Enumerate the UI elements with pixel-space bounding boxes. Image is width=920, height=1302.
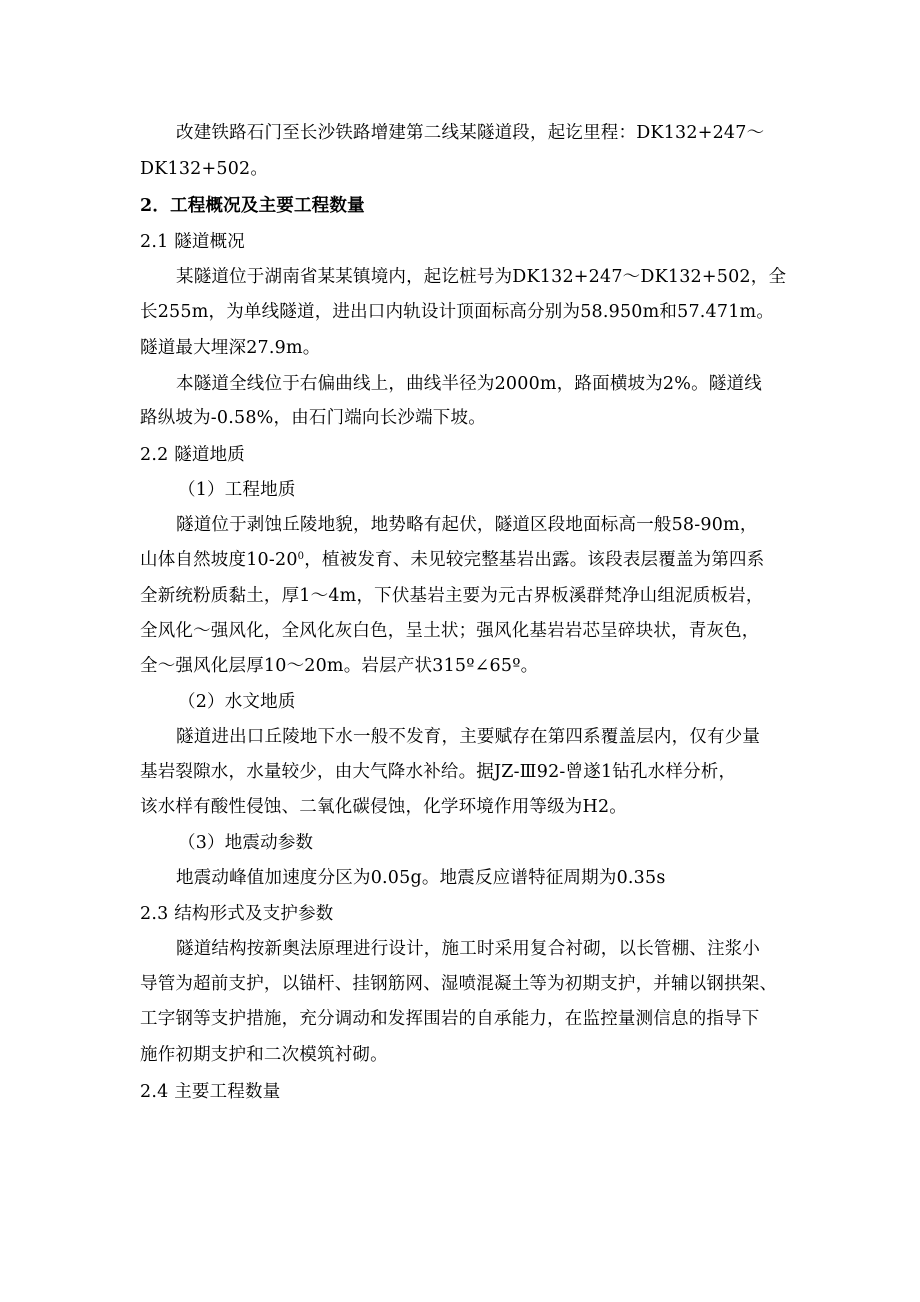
s2-2-sub2-line-2: 基岩裂隙水，水量较少，由大气降水补给。据JZ-Ⅲ92-曾遂1钻孔水样分析， — [140, 762, 737, 782]
section-2-1-heading: 2.1 隧道概况 — [140, 232, 245, 252]
s2-1-paragraph-1-line-1: 某隧道位于湖南省某某镇境内，起讫桩号为DK132+247～DK132+502，全 — [176, 267, 787, 287]
s2-2-subheading-engineering-geology: （1）工程地质 — [178, 480, 296, 500]
s2-1-paragraph-1-line-2: 长255m，为单线隧道，进出口内轨设计顶面标高分别为58.950m和57.471m。 — [140, 302, 775, 322]
s2-2-sub1-line-3: 全新统粉质黏土，厚1～4m，下伏基岩主要为元古界板溪群梵净山组泥质板岩， — [140, 586, 764, 606]
s2-3-paragraph-line-2: 导管为超前支护，以锚杆、挂钢筋网、湿喷混凝土等为初期支护，并辅以钢拱架、 — [140, 974, 778, 994]
s2-2-sub1-line-2 — [140, 548, 780, 572]
section-2-2-heading: 2.2 隧道地质 — [140, 445, 245, 465]
s2-2-sub1-line-5: 全～强风化层厚10～20m。岩层产状315º∠65º。 — [140, 656, 539, 676]
s2-3-paragraph-line-3: 工字钢等支护措施，充分调动和发挥围岩的自承能力，在监控量测信息的指导下 — [140, 1009, 760, 1029]
s2-1-paragraph-2-line-2: 路纵坡为-0.58%，由石门端向长沙端下坡。 — [140, 408, 486, 428]
s2-3-paragraph-line-4: 施作初期支护和二次模筑衬砌。 — [140, 1045, 388, 1065]
s2-2-subheading-hydrogeology: （2）水文地质 — [178, 692, 296, 712]
section-2-3-heading: 2.3 结构形式及支护参数 — [140, 904, 334, 924]
s2-2-sub1-line-2-pre: 山体自然坡度10-20 — [140, 550, 298, 570]
s2-2-sub3-line-1: 地震动峰值加速度分区为0.05g。地震反应谱特征周期为0.35s — [176, 868, 666, 888]
s2-2-sub1-line-4: 全风化～强风化，全风化灰白色，呈土状；强风化基岩岩芯呈碎块状，青灰色， — [140, 621, 760, 641]
s2-3-paragraph-line-1: 隧道结构按新奥法原理进行设计，施工时采用复合衬砌，以长管棚、注浆小 — [176, 939, 761, 959]
s2-1-paragraph-2-line-1: 本隧道全线位于右偏曲线上，曲线半径为2000m，路面横坡为2%。隧道线 — [176, 374, 762, 394]
s2-2-sub1-line-2-sup: 0 — [297, 551, 305, 562]
s2-1-paragraph-1-line-3: 隧道最大埋深27.9m。 — [140, 338, 321, 358]
s2-2-subheading-seismic-parameters: （3）地震动参数 — [178, 833, 314, 853]
s2-2-sub1-line-2-post: ，植被发育、未见较完整基岩出露。该段表层覆盖为第四系 — [304, 550, 765, 570]
s2-2-sub2-line-3: 该水样有酸性侵蚀、二氧化碳侵蚀，化学环境作用等级为H2。 — [140, 797, 627, 817]
intro-line-1: 改建铁路石门至长沙铁路增建第二线某隧道段，起讫里程：DK132+247～ — [176, 123, 765, 143]
intro-line-2: DK132+502。 — [140, 159, 269, 179]
s2-2-sub2-line-1: 隧道进出口丘陵地下水一般不发育，主要赋存在第四系覆盖层内，仅有少量 — [176, 727, 761, 747]
section-2-heading: 2．工程概况及主要工程数量 — [140, 196, 365, 216]
section-2-4-heading: 2.4 主要工程数量 — [140, 1082, 281, 1102]
s2-2-sub1-line-1: 隧道位于剥蚀丘陵地貌，地势略有起伏，隧道区段地面标高一般58-90m， — [176, 515, 758, 535]
